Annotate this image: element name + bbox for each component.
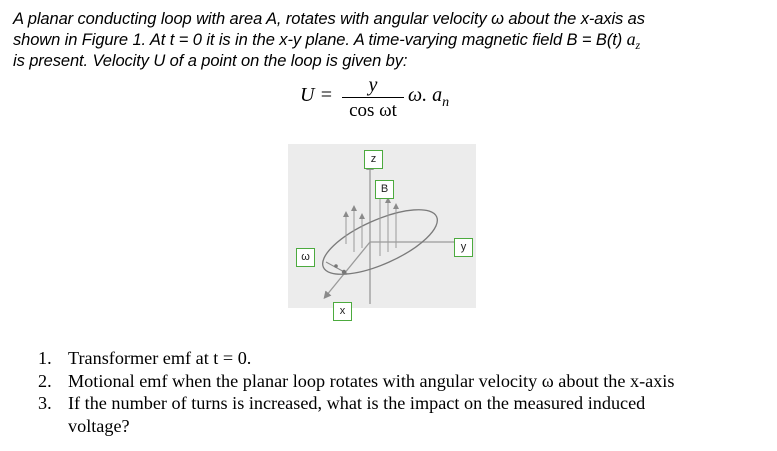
question-list (38, 347, 768, 437)
unit-vector-a: a (626, 29, 636, 49)
equation-fraction (342, 74, 404, 122)
magnetic-field-lines (346, 192, 396, 256)
question-3 (38, 392, 768, 437)
fraction-bar (342, 97, 404, 98)
fraction-numerator: y (368, 74, 378, 96)
question-2-text: Motional emf when the planar loop rotates with angular velocity ω about the x-axis (68, 370, 675, 391)
rotating-loop-figure (288, 144, 476, 317)
question-1-number: 1. (38, 348, 52, 368)
question-3-text: If the number of turns is increased, what is the impact on the measured induced (68, 393, 646, 413)
question-3-number: 3. (38, 393, 52, 413)
label-omega: ω (296, 248, 315, 267)
question-1 (38, 347, 768, 370)
label-x: x (333, 302, 352, 321)
problem-line-2-text: shown in Figure 1. At t = 0 it is in the x-y plane. A time-varying magnetic field B = B(t) (13, 31, 627, 49)
label-y: y (454, 238, 473, 257)
label-b: B (375, 180, 394, 199)
x-axis (326, 242, 370, 296)
problem-statement (13, 9, 765, 71)
question-2-number: 2. (38, 370, 52, 391)
label-z: z (364, 150, 383, 169)
unit-vector-subscript: z (635, 38, 641, 52)
equation-rhs-subscript: n (442, 95, 450, 110)
problem-line-1: A planar conducting loop with area A, rotates with angular velocity ω about the x-axis as (13, 10, 645, 28)
equation-rhs (408, 84, 450, 110)
loop-pivot-point (342, 270, 346, 274)
loop-pivot-point-2 (334, 264, 338, 268)
fraction-denominator: cos ωt (349, 100, 397, 121)
question-2 (38, 370, 768, 393)
question-3-continuation: voltage? (68, 415, 130, 436)
question-1-text: Transformer emf at t = 0. (68, 348, 252, 368)
velocity-equation (300, 74, 500, 122)
equation-rhs-text: ω. a (408, 84, 443, 106)
problem-line-3: is present. Velocity U of a point on the loop is given by: (13, 52, 408, 70)
equation-lhs: U = (300, 84, 333, 106)
problem-line-2 (13, 29, 765, 51)
